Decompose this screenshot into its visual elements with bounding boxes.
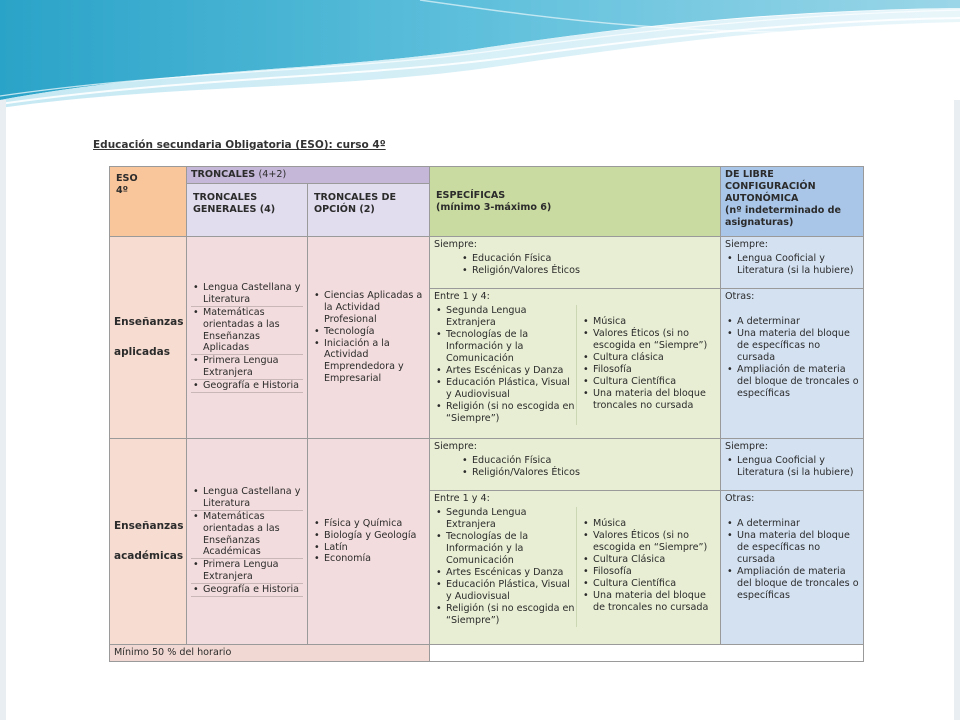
list-item: • Filosofía: [581, 566, 716, 578]
list-item: • Cultura Científica: [581, 578, 716, 590]
aplicadas-label-2: aplicadas: [114, 345, 170, 358]
row-label-academicas: [110, 439, 187, 645]
aplicadas-libre-otras: [721, 289, 864, 439]
academicas-especificas-entre: [430, 491, 721, 645]
list-item: • Primera Lengua Extranjera: [191, 355, 303, 380]
entre-label: Entre 1 y 4:: [434, 291, 490, 302]
header-opcion-line2: OPCIÓN (2): [314, 203, 375, 215]
header-libre-line4: (nº indeterminado de: [725, 204, 842, 216]
list-item: • Segunda Lengua Extranjera: [434, 305, 576, 329]
academicas-especificas-siempre: [430, 439, 721, 491]
aplicadas-especificas-siempre: [430, 237, 721, 289]
header-troncales: [187, 167, 430, 184]
header-generales-line1: TRONCALES: [193, 192, 258, 203]
footer-note: Mínimo 50 % del horario: [110, 645, 430, 662]
list-item: • Cultura Clásica: [581, 554, 716, 566]
siempre-label: Siempre:: [434, 441, 477, 452]
header-generales-line2: GENERALES (4): [193, 203, 276, 215]
siempre-label: Siempre:: [725, 239, 768, 250]
list-item: • Matemáticas orientadas a las Enseñanzas Académicas: [191, 511, 303, 560]
header-especificas-line2: (mínimo 3-máximo 6): [436, 201, 552, 213]
list-item: • Una materia del bloque de específicas no cursada: [725, 328, 859, 364]
aplicadas-especificas-entre: [430, 289, 721, 439]
slide-banner-decoration: [0, 0, 960, 110]
academicas-libre-siempre: [721, 439, 864, 491]
academicas-label-1: Enseñanzas: [114, 520, 184, 533]
aplicadas-troncales-generales: [187, 237, 308, 439]
list-item: • Matemáticas orientadas a las Enseñanzas Aplicadas: [191, 307, 303, 356]
eso-curriculum-table: [109, 166, 864, 662]
header-eso-line2: 4º: [116, 184, 129, 196]
slide-left-edge: [0, 100, 6, 720]
header-libre-line3: AUTONÓMICA: [725, 192, 799, 204]
list-item: • Religión/Valores Éticos: [460, 467, 716, 479]
list-item: • Ampliación de materia del bloque de troncales o específicas: [725, 364, 859, 400]
list-item: • Iniciación a la Actividad Emprendedora y Empresarial: [312, 338, 425, 386]
header-opcion-line1: TRONCALES DE: [314, 192, 397, 203]
list-item: • Educación Física: [460, 455, 716, 467]
otras-label: Otras:: [725, 291, 755, 302]
header-libre-configuracion: [721, 167, 864, 237]
list-item: • A determinar: [725, 316, 859, 328]
list-item: • Religión (si no escogida en “Siempre”): [434, 603, 576, 627]
list-item: • Tecnologías de la Información y la Comunicación: [434, 531, 576, 567]
list-item: • Educación Plástica, Visual y Audiovisual: [434, 377, 576, 401]
entre-label: Entre 1 y 4:: [434, 493, 490, 504]
siempre-label: Siempre:: [434, 239, 477, 250]
list-item: • Valores Éticos (si no escogida en “Siempre”): [581, 530, 716, 554]
footer-empty-cell: [430, 645, 864, 662]
list-item: • Religión/Valores Éticos: [460, 265, 716, 277]
list-item: • Lengua Castellana y Literatura: [191, 486, 303, 511]
list-item: • Música: [581, 518, 716, 530]
list-item: • Geografía e Historia: [191, 584, 303, 597]
header-troncales-title: TRONCALES: [191, 169, 256, 180]
header-eso: [110, 167, 187, 237]
list-item: • Una materia del bloque de troncales no cursada: [581, 590, 716, 614]
list-item: • Primera Lengua Extranjera: [191, 559, 303, 584]
header-libre-line1: DE LIBRE: [725, 169, 774, 180]
academicas-troncales-opcion: [308, 439, 430, 645]
list-item: • Geografía e Historia: [191, 380, 303, 393]
list-item: • Artes Escénicas y Danza: [434, 567, 576, 579]
aplicadas-label-1: Enseñanzas: [114, 316, 184, 329]
aplicadas-libre-siempre: [721, 237, 864, 289]
academicas-label-2: académicas: [114, 549, 184, 562]
aplicadas-troncales-opcion: [308, 237, 430, 439]
siempre-label: Siempre:: [725, 441, 768, 452]
list-item: • Cultura Científica: [581, 376, 716, 388]
header-especificas: [430, 167, 721, 237]
list-item: • Educación Física: [460, 253, 716, 265]
list-item: • Religión (si no escogida en “Siempre”): [434, 401, 576, 425]
list-item: • Una materia del bloque de específicas no cursada: [725, 530, 859, 566]
academicas-libre-otras: [721, 491, 864, 645]
header-troncales-opcion: [308, 184, 430, 237]
document-title: Educación secundaria Obligatoria (ESO): curso 4º: [93, 139, 386, 151]
header-libre-line5: asignaturas): [725, 216, 794, 228]
list-item: • Economía: [312, 553, 425, 565]
academicas-troncales-generales: [187, 439, 308, 645]
list-item: • Ampliación de materia del bloque de troncales o específicas: [725, 566, 859, 602]
list-item: • Artes Escénicas y Danza: [434, 365, 576, 377]
list-item: • Física y Química: [312, 518, 425, 530]
otras-label: Otras:: [725, 493, 755, 504]
header-eso-line1: ESO: [116, 173, 138, 184]
list-item: • Tecnologías de la Información y la Comunicación: [434, 329, 576, 365]
list-item: • Cultura clásica: [581, 352, 716, 364]
row-label-aplicadas: [110, 237, 187, 439]
list-item: • Latín: [312, 542, 425, 554]
header-especificas-line1: ESPECÍFICAS: [436, 189, 506, 201]
header-libre-line2: CONFIGURACIÓN: [725, 180, 816, 192]
list-item: • Lengua Castellana y Literatura: [191, 282, 303, 307]
header-troncales-generales: [187, 184, 308, 237]
list-item: • Música: [581, 316, 716, 328]
list-item: • Filosofía: [581, 364, 716, 376]
list-item: • Lengua Cooficial y Literatura (si la hubiere): [725, 455, 859, 479]
list-item: • A determinar: [725, 518, 859, 530]
list-item: • Segunda Lengua Extranjera: [434, 507, 576, 531]
slide-right-edge: [954, 100, 960, 720]
list-item: • Ciencias Aplicadas a la Actividad Profesional: [312, 290, 425, 326]
list-item: • Valores Éticos (si no escogida en “Siempre”): [581, 328, 716, 352]
list-item: • Biología y Geología: [312, 530, 425, 542]
list-item: • Lengua Cooficial y Literatura (si la hubiere): [725, 253, 859, 277]
list-item: • Una materia del bloque troncales no cursada: [581, 388, 716, 412]
list-item: • Educación Plástica, Visual y Audiovisual: [434, 579, 576, 603]
header-troncales-count: (4+2): [258, 169, 287, 180]
list-item: • Tecnología: [312, 326, 425, 338]
